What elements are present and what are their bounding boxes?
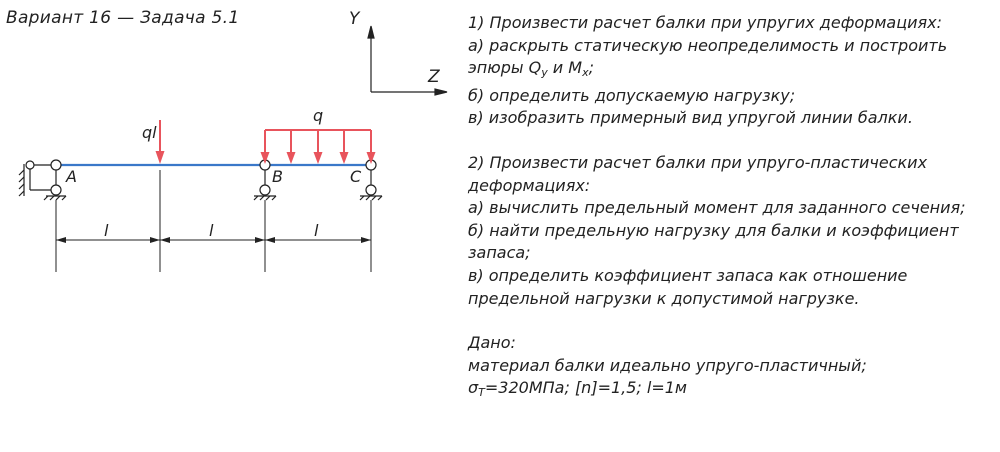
- point-load-arrow: [156, 120, 165, 164]
- task2-item-a: а) вычислить предельный момент для заданного сечения;: [468, 198, 966, 218]
- span-label-1: l: [104, 221, 109, 240]
- beam-scheme: [0, 0, 460, 452]
- task1-item-b: б) определить допускаемую нагрузку;: [468, 85, 796, 105]
- given-title: Дано:: [468, 333, 516, 353]
- distributed-load: [261, 130, 376, 164]
- task2-item-b-line2: запаса;: [468, 243, 531, 263]
- sigma-symbol: σ: [468, 378, 479, 398]
- given-material: материал балки идеально упруго-пластичный;: [468, 355, 867, 375]
- q-subscript: y: [541, 66, 548, 80]
- task2-heading-line2: деформациях:: [468, 175, 591, 195]
- support-b-label: B: [272, 167, 283, 186]
- task2-heading-line1: 2) Произвести расчет балки при упруго-пластических: [468, 152, 928, 172]
- support-a-label: A: [66, 167, 77, 186]
- task2-item-b-line1: б) найти предельную нагрузку для балки и коэффициент: [468, 220, 959, 240]
- given-values-text: =320МПа; [n]=1,5; l=1м: [484, 378, 687, 398]
- task1-heading: 1) Произвести расчет балки при упругих деформациях:: [468, 13, 942, 32]
- epure-m-label: и M: [547, 58, 583, 78]
- y-axis-label: Y: [349, 9, 360, 29]
- punctuation: ;: [588, 58, 594, 78]
- task1-item-a-line2: [468, 57, 998, 85]
- sigma-subscript: T: [478, 386, 485, 400]
- task-text: [468, 12, 998, 405]
- page-title: Вариант 16 — Задача 5.1: [6, 8, 240, 28]
- span-label-2: l: [209, 221, 214, 240]
- task1-item-a-line1: а) раскрыть статическую неопределимость и построить: [468, 35, 948, 55]
- task2-item-c-line2: предельной нагрузки к допустимой нагрузке.: [468, 288, 860, 308]
- task2-item-c-line1: в) определить коэффициент запаса как отношение: [468, 265, 908, 285]
- z-axis-label: Z: [428, 67, 440, 87]
- given-values: [468, 377, 998, 405]
- y-axis-arrow: [368, 26, 374, 38]
- task1-item-c: в) изобразить примерный вид упругой линии балки.: [468, 108, 913, 128]
- m-subscript: x: [582, 66, 589, 80]
- distributed-load-label: q: [313, 106, 324, 125]
- span-label-3: l: [314, 221, 319, 240]
- epure-q-label: эпюры Q: [468, 58, 542, 78]
- support-a: [19, 160, 66, 200]
- z-axis-arrow: [435, 89, 447, 95]
- support-c-label: C: [350, 167, 362, 186]
- point-load-label: ql: [142, 123, 157, 142]
